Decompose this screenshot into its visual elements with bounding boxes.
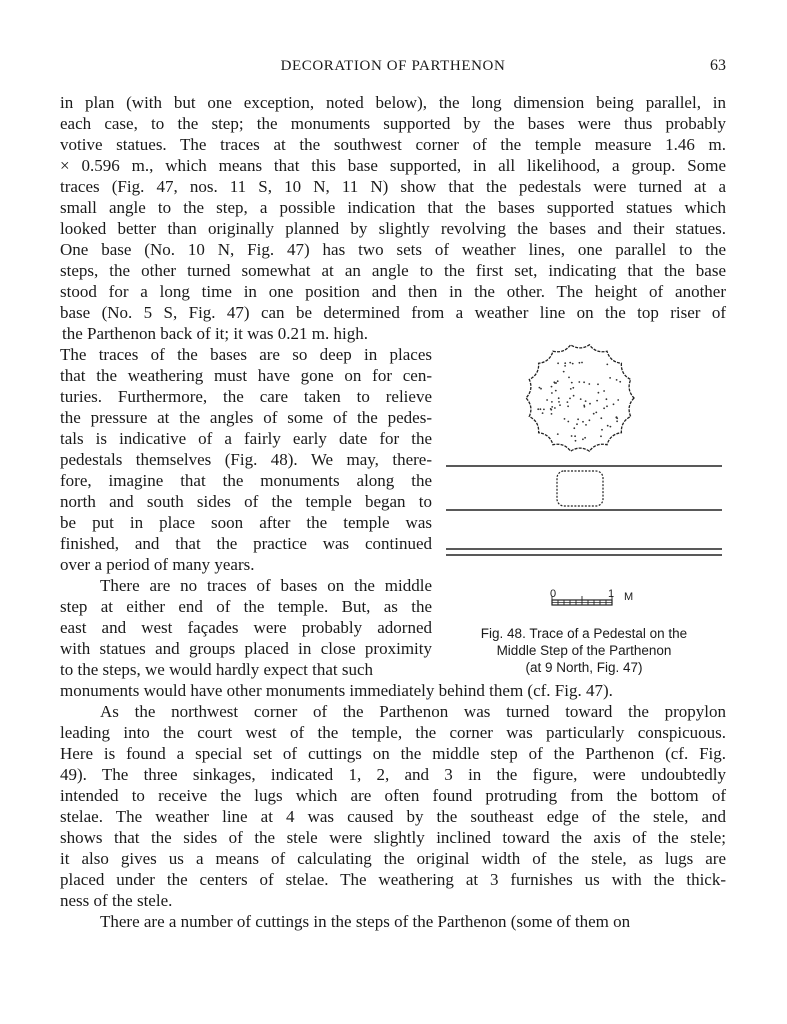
text-line: turies. Furthermore, the care taken to relieve (60, 387, 432, 406)
text-line: step at either end of the temple. But, as the (60, 597, 432, 616)
text-line: There are a number of cuttings in the steps of the Parthenon (some of them on (100, 912, 631, 931)
scale-zero-label: 0 (550, 588, 557, 600)
text-line: it also gives us a means of calculating the original width of the stele, as lugs are (60, 849, 726, 868)
text-line: steps, the other turned somewhat at an angle to the first set, indicating that the base (60, 261, 726, 280)
scale-unit-label: M (624, 591, 634, 603)
pedestal-trace-drawing (446, 336, 722, 616)
scale-one-label: 1 (608, 588, 615, 600)
text-line: base (No. 5 S, Fig. 47) can be determined from a weather line on the top riser of (60, 303, 726, 322)
page-number: 63 (710, 57, 726, 74)
scale-bar (552, 596, 612, 605)
text-line: looked better than originally planned by slightly revolving the bases and their statues. (60, 219, 726, 238)
text-line: pedestals themselves (Fig. 48). We may, there- (60, 450, 432, 469)
text-line: 49). The three sinkages, indicated 1, 2, and 3 in the figure, were undoubtedly (60, 765, 726, 784)
caption-line: Middle Step of the Parthenon (496, 643, 672, 658)
text-line: leading into the court west of the temple, the corner was particularly conspicuous. (60, 723, 726, 742)
caption-line: Fig. 48. Trace of a Pedestal on the (480, 626, 688, 641)
text-line: Here is found a special set of cuttings on the middle step of the Parthenon (cf. Fig. (60, 744, 726, 763)
caption-line: (at 9 North, Fig. 47) (525, 660, 643, 675)
text-line: to the steps, we would hardly expect that such (60, 660, 374, 679)
text-line: One base (No. 10 N, Fig. 47) has two sets of weather lines, one parallel to the (60, 240, 726, 259)
text-line: over a period of many years. (60, 555, 255, 574)
text-line: be put in place soon after the temple was (60, 513, 432, 532)
text-line: intended to receive the lugs which are often found protruding from the bottom of (60, 786, 726, 805)
figure-48 (446, 336, 722, 686)
text-line: × 0.596 m., which means that this base supported, in all likelihood, a group. Some (60, 156, 726, 175)
text-line: finished, and that the practice was continued (60, 534, 432, 553)
figure-caption (446, 625, 722, 676)
text-line: small angle to the step, a possible indication that the bases supported statues which (60, 198, 726, 217)
text-line: in plan (with but one exception, noted below), the long dimension being parallel, in (60, 93, 726, 112)
pedestal-sinkage (557, 471, 603, 506)
text-line: each case, to the step; the monuments supported by the bases were thus probably (60, 114, 726, 133)
text-line: fore, imagine that the monuments along the (60, 471, 432, 490)
text-line: tals is indicative of a fairly early date for the (60, 429, 432, 448)
text-line: that the weathering must have gone on for cen- (60, 366, 432, 385)
text-line: traces (Fig. 47, nos. 11 S, 10 N, 11 N) show that the pedestals were turned at a (60, 177, 726, 196)
text-line: votive statues. The traces at the southwest corner of the temple measure 1.46 m. (60, 135, 726, 154)
text-line: stood for a long time in one position and then in the other. The height of another (60, 282, 726, 301)
text-line: stelae. The weather line at 4 was caused by the southeast edge of the stele, and (60, 807, 726, 826)
text-line: There are no traces of bases on the middle (100, 576, 432, 595)
text-line: shows that the sides of the stele were slightly inclined toward the axis of the stele; (60, 828, 726, 847)
text-line: with statues and groups placed in close proximity (60, 639, 432, 658)
text-line: placed under the centers of stelae. The weathering at 3 furnishes us with the thick- (60, 870, 726, 889)
pedestal-trace (526, 345, 634, 451)
text-line: ness of the stele. (60, 891, 173, 910)
text-line: north and south sides of the temple began to (60, 492, 432, 511)
text-line: As the northwest corner of the Parthenon was turned toward the propylon (100, 702, 726, 721)
page-header (60, 56, 726, 78)
text-line: east and west façades were probably adorned (60, 618, 432, 637)
text-line: monuments would have other monuments immediately behind them (cf. Fig. 47). (60, 681, 613, 700)
text-line: the pressure at the angles of some of the pedes- (60, 408, 432, 427)
text-line: the Parthenon back of it; it was 0.21 m. high. (62, 324, 368, 343)
running-title: DECORATION OF PARTHENON (280, 58, 506, 74)
text-line: The traces of the bases are so deep in places (60, 345, 432, 364)
